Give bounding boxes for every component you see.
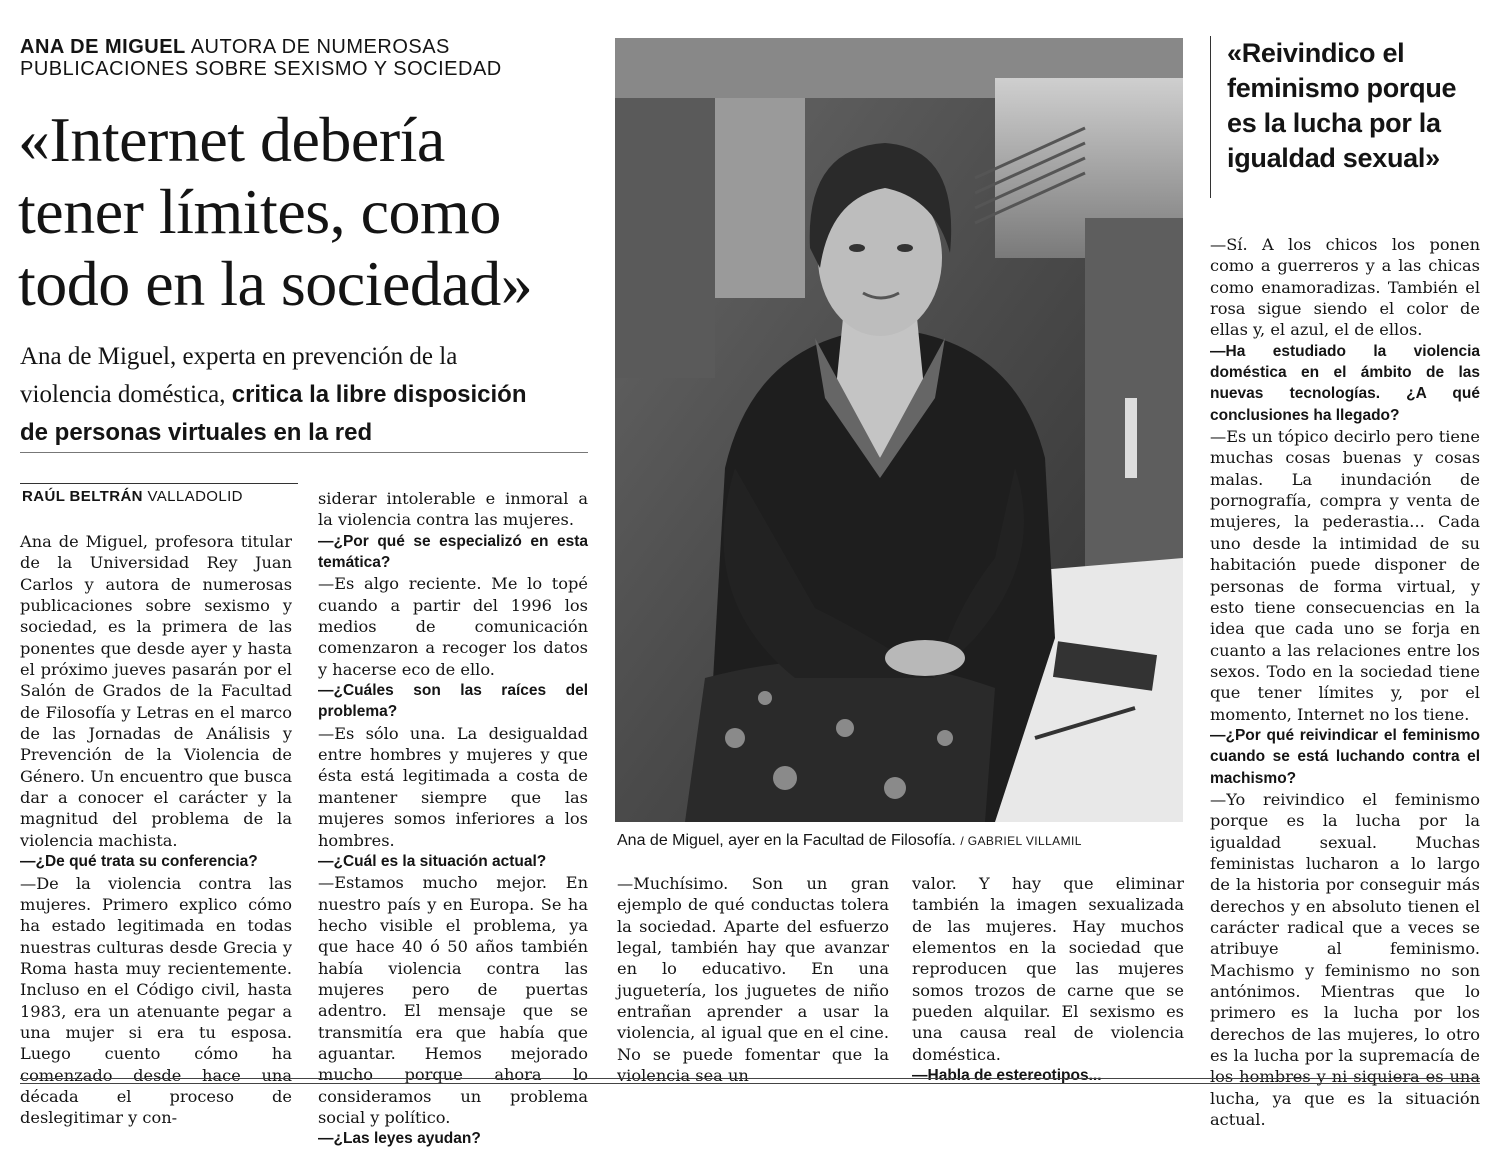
- byline-author: RAÚL BELTRÁN: [22, 488, 143, 505]
- headline-line-2: tener límites, como: [18, 176, 501, 247]
- kicker-line-1: [20, 36, 580, 58]
- deck: [20, 338, 605, 452]
- question-5: —¿Las leyes ayudan?: [318, 1130, 481, 1148]
- article-column-2: [318, 488, 588, 1150]
- answer-1: —De la violencia contra las mujeres. Primero explico cómo ha estado legitimada en todas nuestras culturas desde Grecia y Roma hasta muy recientemente. Incluso en el Código civil, hasta 1983, era un atenuante pegar a una mujer si era tu esposa. Luego cuento cómo ha comenzado desde hace una década el proceso de deslegitimar y con-: [20, 873, 292, 1128]
- pullquote: [1227, 36, 1487, 176]
- answer-2: —Es algo reciente. Me lo topé cuando a partir del 1996 los medios de comunicación comenzaron a recoger los datos y hacerse eco de ello.: [318, 574, 588, 679]
- page-bottom-rule-2: [20, 1083, 1480, 1084]
- portrait-illustration: [615, 38, 1183, 822]
- question-7: —Ha estudiado la violencia doméstica en el ámbito de las nuevas tecnologías. ¿A qué conclusiones ha llegado?: [1210, 342, 1480, 424]
- deck-divider: [20, 452, 588, 453]
- deck-line-3: de personas virtuales en la red: [20, 419, 373, 446]
- byline-place: VALLADOLID: [147, 488, 243, 505]
- deck-line-2-bold: critica la libre disposición: [231, 381, 527, 408]
- answer-3: —Es sólo una. La desigualdad entre hombres y mujeres y que ésta está legitimada a costa de mantener siempre que las mujeres somos inferiores a los hombres.: [318, 723, 588, 850]
- photo-caption: [617, 832, 1197, 850]
- answer-8: —Yo reivindico el feminismo porque es la lucha por la igualdad sexual. Muchas feministas lucharon a lo largo de la historia por conseguir más derechos y en absoluto tienen el carácter radical que a veces se atribuye al feminismo. Machismo y feminismo no son antónimos. Mientras que lo primero es la lucha por los derechos de las mujeres, lo otro es la lucha por la supremacía de los hombres y ni siquiera es una lucha, ya que es la situación actual.: [1210, 789, 1480, 1130]
- question-1: —¿De qué trata su conferencia?: [20, 853, 258, 871]
- kicker-name: ANA DE MIGUEL: [20, 36, 186, 58]
- answer-4: —Estamos mucho mejor. En nuestro país y en Europa. Se ha hecho visible el problema, ya que hace 40 ó 50 años también había violencia contra las mujeres pero de puertas adentro. El mensaje que se transmitía era que había que aguantar. Hemos mejorado mucho porque ahora lo consideramos un problema social y político.: [318, 873, 588, 1127]
- caption-text: Ana de Miguel, ayer en la Facultad de Filosofía.: [617, 832, 956, 849]
- answer-5-continued: valor. Y hay que eliminar también la imagen sexualizada de las mujeres. Hay muchos elementos en la sociedad que reproducen que las mujeres somos trozos de carne que se pueden alquilar. El sexismo es una causa real de violencia doméstica.: [912, 874, 1184, 1064]
- deck-line-1: Ana de Miguel, experta en prevención de la: [20, 343, 458, 370]
- question-2: —¿Por qué se especializó en esta temática?: [318, 532, 588, 572]
- pullquote-rule: [1210, 36, 1211, 198]
- article-column-1: [20, 531, 292, 1129]
- photo-credit: / GABRIEL VILLAMIL: [960, 834, 1082, 848]
- answer-5: —Muchísimo. Son un gran ejemplo de qué conductas tolera la sociedad. Aparte del esfuerzo legal, también hay que avanzar en lo educativo. En una juguetería, los juguetes de niño entrañan aprender a usar la violencia, al igual que en el cine. No se puede fomentar que la violencia sea un: [617, 874, 889, 1086]
- pullquote-line-2: feminismo porque: [1227, 73, 1457, 103]
- article-column-5: [1210, 234, 1480, 1130]
- pullquote-line-3: es la lucha por la: [1227, 108, 1441, 138]
- answer-1-continued: siderar intolerable e inmoral a la violencia contra las mujeres.: [318, 489, 588, 530]
- pullquote-line-1: «Reivindico el: [1227, 38, 1405, 68]
- headline: [18, 104, 608, 320]
- deck-line-2-plain: violencia doméstica,: [20, 381, 232, 408]
- kicker: [20, 36, 580, 80]
- kicker-line-2: PUBLICACIONES SOBRE SEXISMO Y SOCIEDAD: [20, 58, 502, 80]
- pullquote-line-4: igualdad sexual»: [1227, 143, 1440, 173]
- article-column-4: [912, 873, 1184, 1086]
- page-bottom-rule: [20, 1078, 1480, 1079]
- headline-line-1: «Internet debería: [18, 104, 445, 175]
- byline: [22, 488, 302, 505]
- portrait-photo: [615, 38, 1183, 822]
- article-column-3: [617, 873, 889, 1086]
- question-8: —¿Por qué reivindicar el feminismo cuando se está luchando contra el machismo?: [1210, 726, 1480, 787]
- deck-line-2: [20, 376, 605, 414]
- headline-line-3: todo en la sociedad»: [18, 248, 533, 319]
- kicker-role: AUTORA DE NUMEROSAS: [190, 36, 450, 58]
- question-6: —Habla de estereotipos...: [912, 1067, 1102, 1085]
- question-3: —¿Cuáles son las raíces del problema?: [318, 682, 588, 721]
- byline-divider: [20, 483, 298, 484]
- question-4: —¿Cuál es la situación actual?: [318, 852, 547, 870]
- intro-paragraph: Ana de Miguel, profesora titular de la Universidad Rey Juan Carlos y autora de numerosas publicaciones sobre sexismo y sociedad, es la primera de las ponentes que desde ayer y hasta el próximo jueves pasarán por el Salón de Grados de la Facultad de Filosofía y Letras en el marco de las Jornadas de Análisis y Prevención de la Violencia de Género. Un encuentro que busca dar a conocer el carácter y la magnitud del problema de la violencia machista.: [20, 532, 292, 850]
- answer-6: —Sí. A los chicos los ponen como a guerreros y a las chicas como enamoradizas. También el rosa sigue siendo el color de ellas y, el azul, el de ellos.: [1210, 235, 1480, 340]
- answer-7: —Es un tópico decirlo pero tiene muchas cosas buenas y cosas malas. La inundación de pornografía, compra y venta de mujeres, la pederastia... Cada uno desde la intimidad de su habitación puede disponer de personas de forma virtual, y esto tiene consecuencias en la idea que cada uno se forja en cuanto a las relaciones entre los sexos. Todo en la sociedad tiene que tener límites y, por el momento, Internet no los tiene.: [1210, 427, 1480, 724]
